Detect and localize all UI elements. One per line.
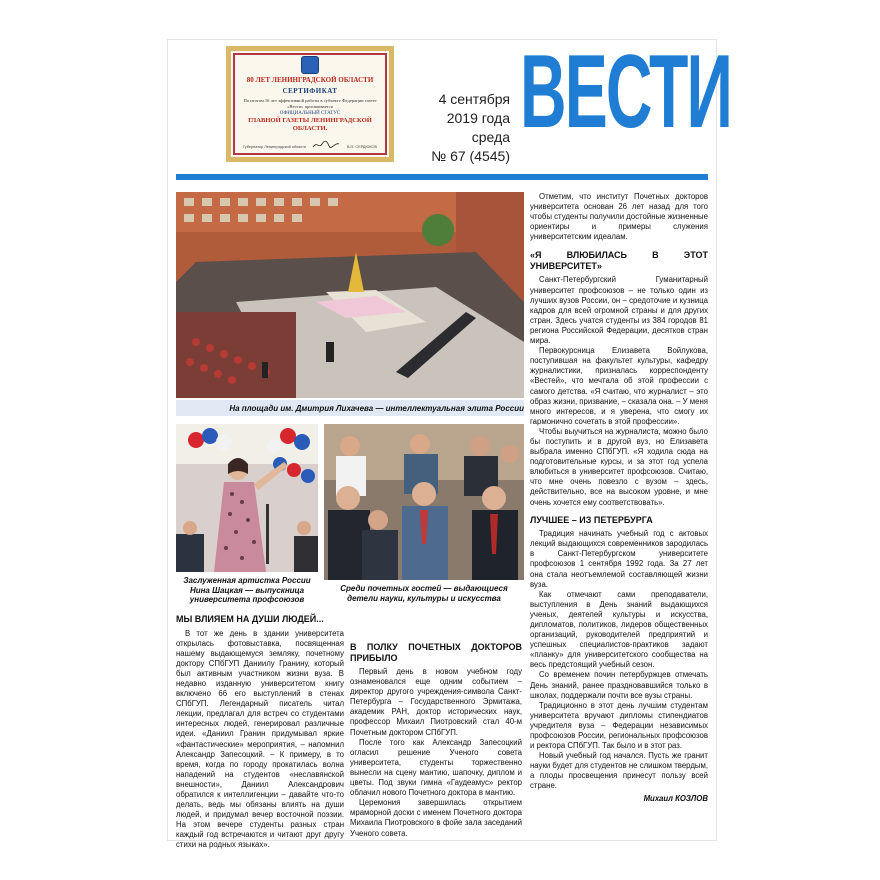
certificate-signer-left: Губернатор Ленинградской области [243,145,307,149]
issue-info [410,90,510,166]
main-photo-square [176,192,524,398]
issue-weekday: среда [471,129,510,145]
signature-icon [312,140,340,149]
certificate-award: ГЛАВНОЙ ГАЗЕТЫ ЛЕНИНГРАДСКОЙ ОБЛАСТИ. [248,117,372,132]
article-paragraph: Отметим, что институт Почетных докторов университета основан 26 лет назад для того чтобы студенты получили достойные жизненные ориентиры и примеры служения университетским идеалам. [530,192,708,242]
issue-date: 4 сентября [438,91,510,107]
right-column [530,192,708,804]
article-paragraph: Со временем почин петербуржцев отмечать День знаний, ранее праздновавшийся только в школах, поддержали почти все вузы страны. [530,670,708,700]
article-best-title: ЛУЧШЕЕ – ИЗ ПЕТЕРБУРГА [530,514,653,525]
article-paragraph: После того как Александр Запесоцкий огласил решение Ученого совета университета, студенты торжественно вынесли на сцену мантию, шапочку, диплом и цветы. Под звуки гимна «Гаудеамус» ректор облачил нового Почетного доктора в мантию. [350,737,522,798]
article-paragraph: Чтобы выучиться на журналиста, можно было бы поступить и в другой вуз, но Елизавета выбрала именно СПбГУП. «Я ходила сюда на подготовительные курсы, и за этот год успела влюбиться в университет профсоюзов. Считаю, что мне очень повезло с вузом – здесь, действительно, все на высоком уровне, и мне очень хочется ему соответствовать». [530,426,708,507]
certificate-status: ОФИЦИАЛЬНЫЙ СТАТУС [279,111,341,117]
article-in-love-title: «Я ВЛЮБИЛАСЬ В ЭТОТ УНИВЕРСИТЕТ» [530,250,708,271]
article-paragraph: Традиционно в этот день лучшим студентам университета вручают дипломы стипендиатов учредителя вуза – Федерации независимых профсоюзов России, региональных профсоюзов и ректора СПбГУП. Так было и в этот раз. [530,700,708,751]
article-paragraph: Первый день в новом учебном году ознаменовался еще одним событием – директор другого учреждения-символа Санкт-Петербурга – Государственного Эрмитажа, академик РАН, доктор исторических наук, профессор Михаил Пиотровский стал 40-м Почетным доктором СПбГУП. [350,667,522,737]
singer-photo-caption: Заслуженная артистка России Нина Шацкая — выпускница университета профсоюзов [183,576,311,604]
article-paragraph: Церемония завершилась открытием мраморной доски с именем Почетного доктора Михаила Пиотровского в фойе зала заседаний Ученого совета. [350,798,522,838]
certificate-title: СЕРТИФИКАТ [282,87,338,95]
header-divider [176,174,708,180]
singer-photo [176,424,318,572]
article-paragraph: Как отмечают сами преподаватели, выступления в День знаний выдающихся ученых, деятелей культуры и искусства, дипломатов, политиков, лидеров общественных организаций, руководителей предприятий и успешных специалистов-практиков задают «планку» для университетского сообщества на весь предстоящий учебный сезон. [530,589,708,670]
article-paragraph: Первокурсница Елизавета Войлукова, поступившая на факультет культуры, кафедру журналистики, призналась корреспонденту «Вестей», что мечтала об этой профессии с самого детства. «Я считаю, что журналист – это образ жизни, призвание, – сказала она. – У меня много интересов, и я уверена, что смогу их гармонично сочетать в этой профессии». [530,346,708,426]
article-paragraph: Традиция начинать учебный год с актовых лекций выдающихся современников зародилась в Санкт-Петербургском университете профсоюзов 1 сентября 1992 года. За 27 лет она стала неотъемлемой составляющей жизни вуза. [530,529,708,589]
article-granin-title: МЫ ВЛИЯЕМ НА ДУШИ ЛЮДЕЙ... [176,614,324,624]
guests-photo-caption: Среди почетных гостей — выдающиеся детели науки, культуры и искусства [340,584,508,603]
certificate-body: По итогам 16 лет эффективной работы в субъекте Федерации газете «Вести» присваивается [243,98,377,109]
article-honorary-doctors [350,642,522,839]
certificate-signer-right: В.П. СЕРДЮКОВ [346,145,377,149]
article-paragraph: В тот же день в здании университета открылась фотовыставка, посвященная нашему выдающемуся земляку, почетному доктору СПбГУП Даниилу Гранину, который был активным участником жизни вуза. В недавно изданную университетом книгу включено 66 его выступлений в стенах СПбГУП. Легендарный писатель читал лекции, предлагал для встреч со студентами интересных людей, генерировал различные идеи. «Даниил Гранин придумывал яркие «фантастические» мероприятия, – напомнил Александр Запесоцкий. – К примеру, в то время, когда по городу прокатилась волна нападений на студентов «неславянской внешности», Даниил Александрович обратился к интеллигенции – давайте что-то делать, ведь мы обязаны влиять на души людей, и придумал вечер восточной поэзии. На этом вечере студенты разных стран каждый год встречаются и читают друг другу стихи на родных языках». [176,628,344,850]
newspaper-logo: ВЕСТИ [520,34,731,150]
article-honorary-doctors-title: В ПОЛКУ ПОЧЕТНЫХ ДОКТОРОВ ПРИБЫЛО [350,642,522,663]
main-photo-caption: На площади им. Дмитрия Лихачева — интеллектуальная элита России [229,404,524,413]
guests-photo [324,424,524,580]
issue-number: № 67 (4545) [431,148,510,164]
article-paragraph: Новый учебный год начался. Пусть же гранит науки будет для студентов не слишком твердым, а плоды просвещения принесут пользу всей стране. [530,751,708,791]
article-author: Михаил КОЗЛОВ [643,793,708,803]
issue-year: 2019 года [446,110,510,126]
article-granin [176,614,344,851]
coat-of-arms-icon [301,56,319,74]
certificate-image [226,46,394,162]
certificate-anniversary: 80 ЛЕТ ЛЕНИНГРАДСКОЙ ОБЛАСТИ [246,76,374,84]
certificate-signature [243,140,377,149]
article-paragraph: Санкт-Петербургский Гуманитарный университет профсоюзов – не только один из лучших вузов России, он – средоточие и кузница кадров для всей огромной страны и для других стран. Здесь учатся студенты из 384 городов 81 региона Российской Федерации, десятков стран мира. [530,275,708,346]
